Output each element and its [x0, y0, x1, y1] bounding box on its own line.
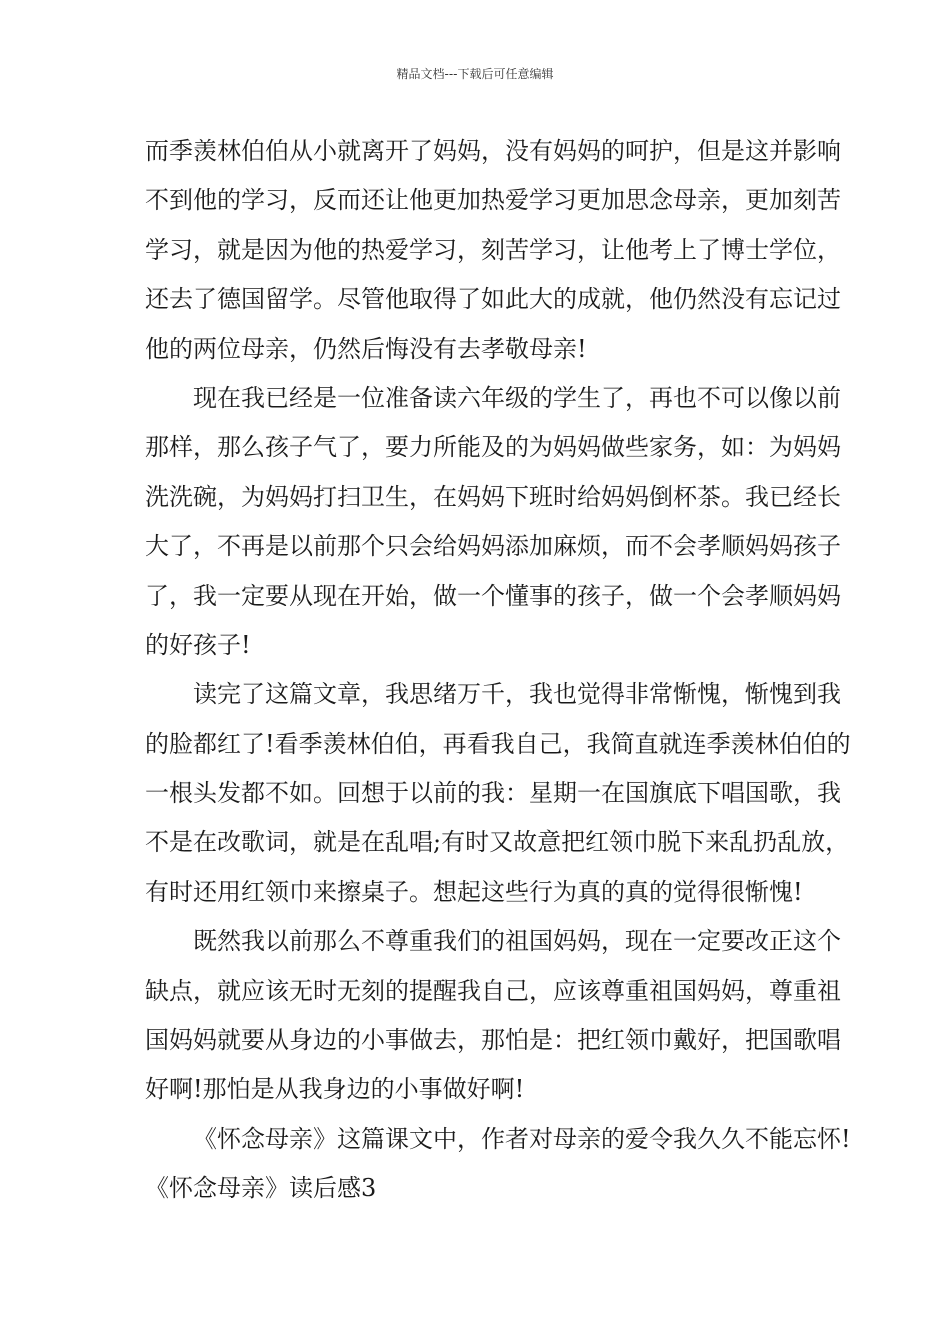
text-line: 不到他的学习，反而还让他更加热爱学习更加思念母亲，更加刻苦 — [145, 186, 841, 215]
text-line: 《怀念母亲》这篇课文中，作者对母亲的爱令我久久不能忘怀! — [193, 1124, 851, 1153]
text-line: 好啊!那怕是从我身边的小事做好啊! — [145, 1075, 525, 1104]
text-line: 学习，就是因为他的热爱学习，刻苦学习，让他考上了博士学位， — [145, 235, 841, 264]
text-line: 一根头发都不如。回想于以前的我：星期一在国旗底下唱国歌，我 — [145, 779, 841, 808]
text-line: 不是在改歌词，就是在乱唱;有时又故意把红领巾脱下来乱扔乱放， — [145, 828, 850, 857]
text-line: 既然我以前那么不尊重我们的祖国妈妈，现在一定要改正这个 — [193, 927, 841, 956]
document-body — [145, 127, 851, 1214]
text-line: 那样，那么孩子气了，要力所能及的为妈妈做些家务，如：为妈妈 — [145, 433, 841, 462]
text-line: 他的两位母亲，仍然后悔没有去孝敬母亲! — [145, 334, 587, 363]
text-line: 现在我已经是一位准备读六年级的学生了，再也不可以像以前 — [193, 383, 841, 412]
text-line: 而季羡林伯伯从小就离开了妈妈，没有妈妈的呵护，但是这并影响 — [145, 137, 841, 165]
text-line: 的好孩子! — [145, 630, 251, 659]
page-header: 精品文档---下载后可任意编辑 — [396, 67, 554, 81]
text-line: 洗洗碗，为妈妈打扫卫生，在妈妈下班时给妈妈倒杯茶。我已经长 — [145, 482, 841, 511]
text-line: 的脸都红了!看季羡林伯伯，再看我自己，我简直就连季羡林伯伯的 — [145, 729, 851, 758]
text-line: 读完了这篇文章，我思绪万千，我也觉得非常惭愧，惭愧到我 — [193, 680, 841, 709]
text-line: 缺点，就应该无时无刻的提醒我自己，应该尊重祖国妈妈，尊重祖 — [145, 976, 841, 1005]
text-line: 国妈妈就要从身边的小事做去，那怕是：把红领巾戴好，把国歌唱 — [145, 1026, 841, 1055]
text-line: 大了，不再是以前那个只会给妈妈添加麻烦，而不会孝顺妈妈孩子 — [145, 532, 841, 561]
text-line: 有时还用红领巾来擦桌子。想起这些行为真的真的觉得很惭愧! — [145, 877, 803, 906]
text-line: 了，我一定要从现在开始，做一个懂事的孩子，做一个会孝顺妈妈 — [145, 581, 841, 610]
section-heading: 《怀念母亲》读后感3 — [145, 1174, 377, 1203]
text-line: 还去了德国留学。尽管他取得了如此大的成就，他仍然没有忘记过 — [145, 285, 841, 314]
